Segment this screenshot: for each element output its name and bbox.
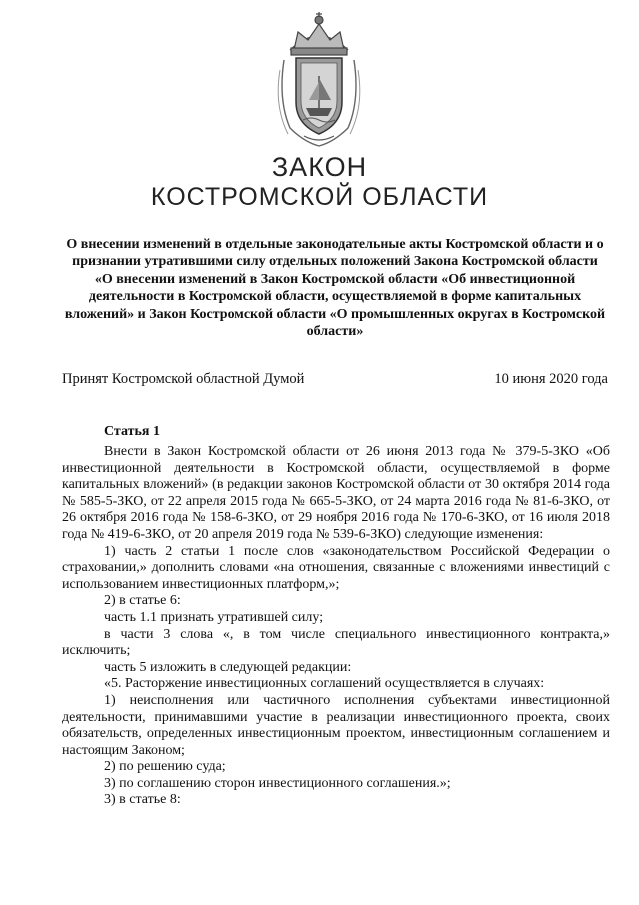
article-paragraph: 2) в статье 6: — [104, 593, 181, 609]
article-body — [62, 444, 610, 809]
article-paragraph: «5. Расторжение инвестиционных соглашений осуществляется в случаях: — [104, 676, 545, 692]
article-paragraph: часть 1.1 признать утратившей силу; — [104, 609, 324, 625]
adoption-date: 10 июня 2020 года — [494, 371, 608, 387]
kostroma-coat-of-arms-icon — [276, 10, 362, 150]
law-title: ЗАКОН — [271, 152, 368, 182]
article-paragraph: 3) в статье 8: — [104, 792, 181, 808]
article-paragraph: 1) часть 2 статьи 1 после слов «законодательством Российской Федерации о страховании,» дополнить словами «на отношения, связанные с вложениями инвестиций с использованием инвестиционных платформ,»; — [62, 543, 610, 592]
adoption-body: Принят Костромской областной Думой — [62, 371, 305, 387]
article-paragraph: в части 3 слова «, в том числе специального инвестиционного контракта,» исключить; — [62, 626, 610, 659]
article-paragraph: часть 5 изложить в следующей редакции: — [104, 659, 352, 675]
article-paragraph: 3) по соглашению сторон инвестиционного соглашения.»; — [104, 775, 451, 791]
article-paragraph: 1) неисполнения или частичного исполнения субъектами инвестиционной деятельности, принимавшими участие в реализации инвестиционного проекта, своих обязательств, определенных инвестиционным проектом, инвестиционным соглашением и настоящим Законом; — [62, 692, 610, 758]
article-paragraph: Внести в Закон Костромской области от 26 июня 2013 года № 379-5-ЗКО «Об инвестиционной деятельности в Костромской области, осуществляемой в форме капитальных вложений» (в редакции законов Костромской области от 30 октября 2014 года № 585-5-ЗКО, от 22 апреля 2015 года № 665-5-ЗКО, от 24 марта 2016 года № 81-6-ЗКО, от 26 октября 2016 года № 158-6-ЗКО, от 29 ноября 2016 года № 170-6-ЗКО, от 16 июля 2018 года № 419-6-ЗКО, от 20 апреля 2019 года № 539-6-ЗКО) следующие изменения: — [62, 444, 610, 542]
article-title: Статья 1 — [104, 424, 160, 439]
adoption-line — [62, 371, 608, 388]
law-heading: О внесении изменений в отдельные законодательные акты Костромской области и о признании утратившими силу отдельных положений Закона Костромской области «О внесении изменений в Закон Костромской области «Об инвестиционной деятельности в Костромской области, осуществляемой в форме капитальных вложений» и Закон Костромской области «О промышленных округах в Костромской области» — [64, 237, 606, 340]
article-paragraph: 2) по решению суда; — [104, 759, 226, 775]
region-title: КОСТРОМСКОЙ ОБЛАСТИ — [150, 183, 489, 211]
